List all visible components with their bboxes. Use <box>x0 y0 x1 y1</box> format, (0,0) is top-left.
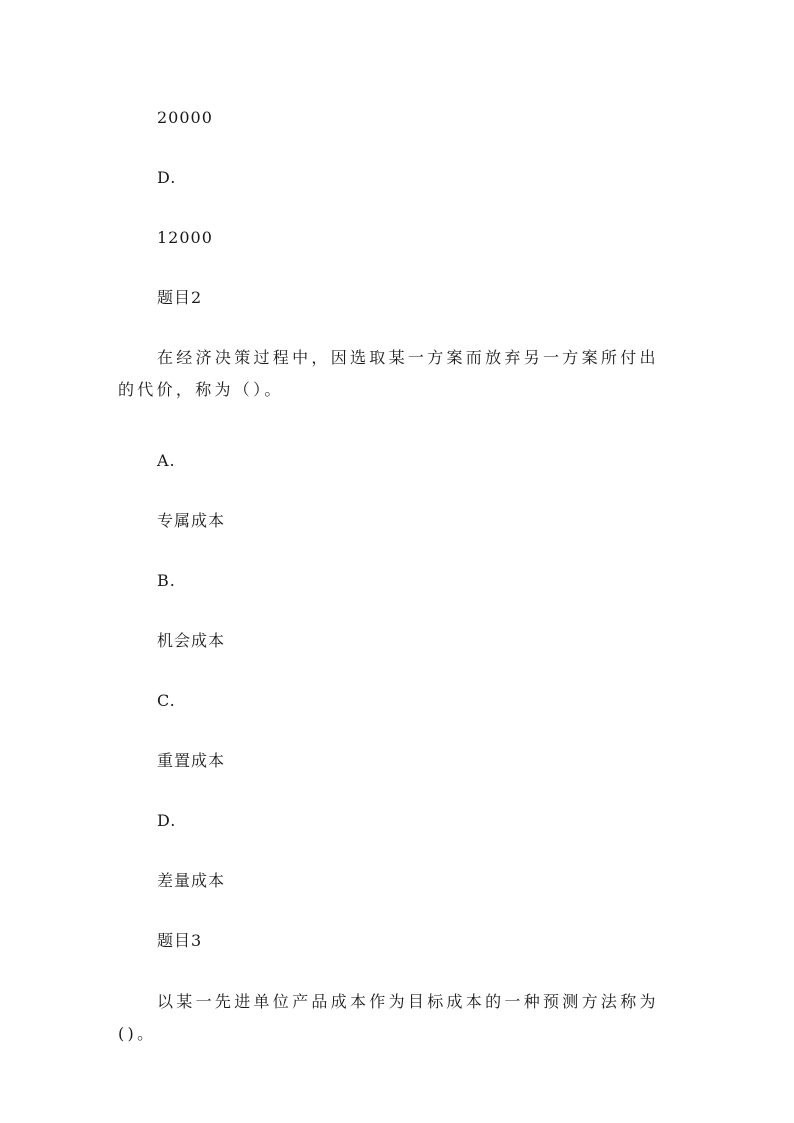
q1-option-d-value: 12000 <box>157 228 213 247</box>
q2-option-a-label: A. <box>157 451 176 470</box>
q2-option-c-text: 重置成本 <box>157 751 226 770</box>
q1-option-c-value: 20000 <box>157 108 213 127</box>
q2-option-d-label: D. <box>157 811 177 830</box>
q2-option-b-label: B. <box>157 571 176 590</box>
q1-option-d-label: D. <box>157 168 177 187</box>
q2-option-d-text: 差量成本 <box>157 871 226 890</box>
q2-option-a-text: 专属成本 <box>157 511 226 530</box>
q3-stem: 以某一先进单位产品成本作为目标成本的一种预测方法称为()。 <box>118 992 659 1043</box>
q2-stem: 在经济决策过程中，因选取某一方案而放弃另一方案所付出的代价，称为（）。 <box>118 348 659 399</box>
q3-heading: 题目3 <box>157 931 203 950</box>
q2-heading: 题目2 <box>157 288 203 307</box>
q2-option-c-label: C. <box>157 691 176 710</box>
q2-option-b-text: 机会成本 <box>157 631 226 650</box>
